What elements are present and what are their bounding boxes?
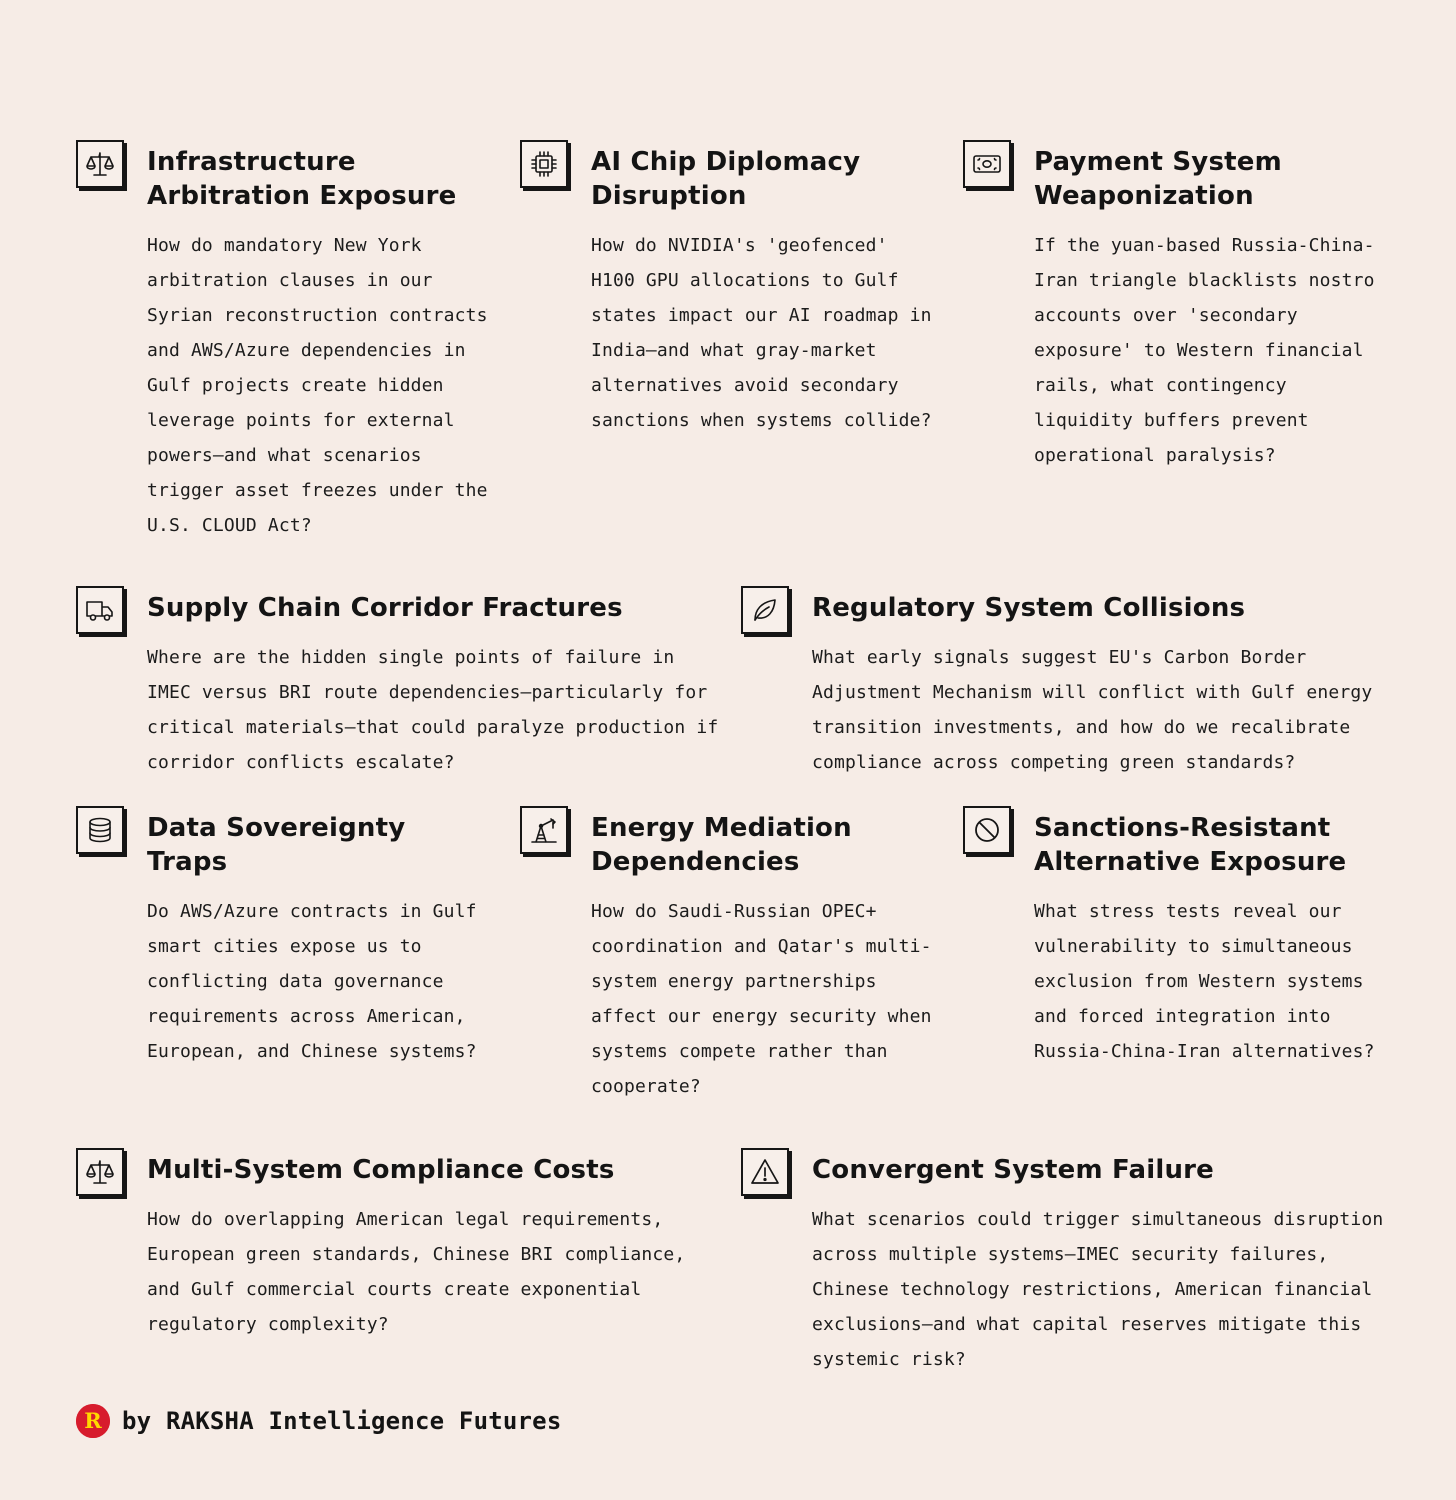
- database-icon: [76, 806, 124, 854]
- card-title: Infrastructure Arbitration Exposure: [147, 147, 457, 211]
- card-title: Data Sovereignty Traps: [147, 813, 406, 877]
- leaf-icon: [741, 586, 789, 634]
- card-title: Supply Chain Corridor Fractures: [147, 593, 623, 623]
- card-title: Payment System Weaponization: [1034, 147, 1282, 211]
- card-title: Regulatory System Collisions: [812, 593, 1246, 623]
- warning-icon: [741, 1148, 789, 1196]
- card-body: How do overlapping American legal requirements, European green standards, Chinese BRI compliance, and Gulf commercial courts create exponential regulatory complexity?: [147, 1209, 686, 1335]
- svg-text:R: R: [84, 1408, 102, 1433]
- card-title: Energy Mediation Dependencies: [591, 813, 852, 877]
- card-body: What stress tests reveal our vulnerability to simultaneous exclusion from Western systems and forced integration into Russia-China-Iran alternatives?: [1034, 901, 1375, 1062]
- oil-pump-icon: [520, 806, 568, 854]
- card-title: AI Chip Diplomacy Disruption: [591, 147, 861, 211]
- scale-icon: [76, 140, 124, 188]
- card-body: If the yuan-based Russia-China-Iran triangle blacklists nostro accounts over 'secondary exposure' to Western financial rails, what contingency liquidity buffers prevent operational paralysis?: [1034, 235, 1375, 466]
- card-body: Do AWS/Azure contracts in Gulf smart cities expose us to conflicting data governance requirements across American, European, and Chinese systems?: [147, 901, 477, 1062]
- footer-text: by RAKSHA Intelligence Futures: [122, 1407, 562, 1435]
- truck-icon: [76, 586, 124, 634]
- chip-icon: [520, 140, 568, 188]
- card-body: Where are the hidden single points of failure in IMEC versus BRI route dependencies—particularly for critical materials—that could paralyze production if corridor conflicts escalate?: [147, 647, 719, 773]
- card-body: What scenarios could trigger simultaneous disruption across multiple systems—IMEC security failures, Chinese technology restrictions, American financial exclusions—and what capital reserves mitigate this systemic risk?: [812, 1209, 1384, 1370]
- card-title: Sanctions-Resistant Alternative Exposure: [1034, 813, 1347, 877]
- card-body: How do NVIDIA's 'geofenced' H100 GPU allocations to Gulf states impact our AI roadmap in India—and what gray-market alternatives avoid secondary sanctions when systems collide?: [591, 235, 932, 431]
- scale-icon: [76, 1148, 124, 1196]
- card-title: Convergent System Failure: [812, 1155, 1215, 1185]
- footer-credit: [76, 1402, 561, 1440]
- card-body: How do mandatory New York arbitration clauses in our Syrian reconstruction contracts and AWS/Azure dependencies in Gulf projects create hidden leverage points for external powers—and what scenarios trigger asset freezes under the U.S. CLOUD Act?: [147, 235, 488, 536]
- card-body: How do Saudi-Russian OPEC+ coordination and Qatar's multi-system energy partnerships affect our energy security when systems compete rather than cooperate?: [591, 901, 932, 1097]
- card-body: What early signals suggest EU's Carbon Border Adjustment Mechanism will conflict with Gulf energy transition investments, and how do we recalibrate compliance across competing green standards?: [812, 647, 1373, 773]
- prohibited-icon: [963, 806, 1011, 854]
- card-title: Multi-System Compliance Costs: [147, 1155, 615, 1185]
- raksha-logo: [76, 1404, 110, 1438]
- banknote-icon: [963, 140, 1011, 188]
